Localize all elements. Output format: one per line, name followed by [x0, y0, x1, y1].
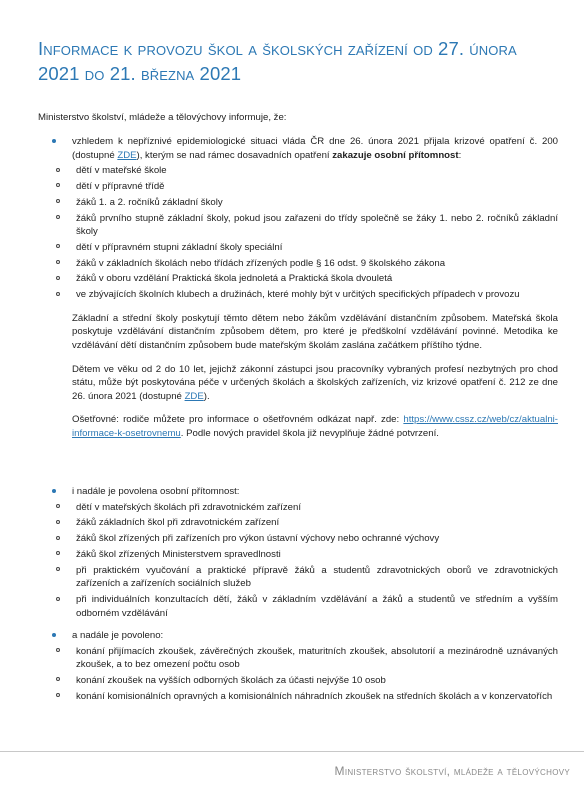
circle-bullet-icon	[56, 292, 60, 296]
osetrovne-paragraph: Ošetřovné: rodiče můžete pro informace o ošetřovném odkázat např. zde: https://www.cssz.cz/web/cz/aktualni-informace-k-osetrovnemu. Podle nových pravidel škola již nevyplňuje žádné potvrzení.	[72, 414, 558, 439]
circle-bullet-icon	[56, 199, 60, 203]
list-item: žáků v oboru vzdělání Praktická škola jednoletá a Praktická škola dvouletá	[38, 272, 558, 286]
bullet-dot-icon	[52, 489, 56, 493]
section-allowed	[38, 629, 558, 706]
bullet-dot-icon	[52, 633, 56, 637]
circle-bullet-icon	[56, 520, 60, 524]
list-item: dětí v mateřské škole	[38, 164, 558, 178]
footer-divider	[0, 751, 584, 752]
list-item: žáků prvního stupně základní školy, pokud jsou zařazeni do třídy společně se žáky 1. nebo 2. ročníků základní školy	[38, 212, 558, 239]
link-zde-200[interactable]: ZDE	[117, 149, 137, 161]
list-item: žáků škol zřízených Ministerstvem spravedlnosti	[38, 548, 558, 562]
circle-bullet-icon	[56, 260, 60, 264]
page-title	[38, 36, 558, 86]
circle-bullet-icon	[56, 597, 60, 601]
circle-bullet-icon	[56, 168, 60, 172]
list-item: ve zbývajících školních klubech a družinách, které mohly být v určitých specifických případech v provozu	[38, 288, 558, 302]
list-item: žáků škol zřízených při zařízeních pro výkon ústavní výchovy nebo ochranné výchovy	[38, 532, 558, 546]
circle-bullet-icon	[56, 567, 60, 571]
list-item: při individuálních konzultacích dětí, žáků v základním vzdělávání a žáků a studentů ve středním a vyšším odborném vzdělávání	[38, 593, 558, 620]
allowed-presence-list	[38, 501, 558, 621]
list-item: žáků základních škol při zdravotnickém zařízení	[38, 516, 558, 530]
intro-text: Ministerstvo školství, mládeže a tělovýchovy informuje, že:	[38, 112, 287, 123]
prohibited-list	[38, 164, 558, 302]
link-cssz[interactable]: https://www.cssz.cz/web/cz/aktualni-informace-k-osetrovnemu	[72, 414, 558, 439]
childcare-paragraph: Dětem ve věku od 2 do 10 let, jejichž zákonní zástupci jsou pracovníky vybraných profesí nezbytných pro chod státu, může být poskytována péče v určených školách a školských zařízeních, viz krizové opatření č. 212 ze dne 26. února 2021 (dostupné ZDE).	[72, 363, 558, 402]
link-zde-212[interactable]: ZDE	[184, 390, 204, 402]
section-allowed-presence	[38, 485, 558, 622]
circle-bullet-icon	[56, 677, 60, 681]
bullet-allowed: a nadále je povoleno:	[38, 629, 558, 643]
list-item: konání komisionálních opravných a komisionálních náhradních zkoušek na středních školách a v konzervatořích	[38, 690, 558, 704]
allowed-list	[38, 645, 558, 704]
circle-bullet-icon	[56, 183, 60, 187]
circle-bullet-icon	[56, 536, 60, 540]
circle-bullet-icon	[56, 244, 60, 248]
circle-bullet-icon	[56, 648, 60, 652]
circle-bullet-icon	[56, 276, 60, 280]
bullet-dot-icon	[52, 139, 56, 143]
list-item: dětí v přípravném stupni základní školy speciální	[38, 241, 558, 255]
list-item: žáků 1. a 2. ročníků základní školy	[38, 196, 558, 210]
footer-ministry-name: Ministerstvo školství, mládeže a tělovýchovy	[334, 764, 570, 778]
circle-bullet-icon	[56, 693, 60, 697]
list-item: konání zkoušek na vyšších odborných školách za účasti nejvýše 10 osob	[38, 674, 558, 688]
list-item: konání přijímacích zkoušek, závěrečných zkoušek, maturitních zkoušek, absolutorií a mezinárodně uznávaných zkoušek, a to bez omezení počtu osob	[38, 645, 558, 672]
list-item: dětí v přípravné třídě	[38, 180, 558, 194]
list-item: dětí v mateřských školách při zdravotnickém zařízení	[38, 501, 558, 515]
distance-learning-paragraph: Základní a střední školy poskytují těmto dětem nebo žákům vzdělávání distančním způsobem. Mateřská škola poskytuje vzdělávání distančním způsobem dětem, pro které je předškolní vzdělávání povinné. Metodika ke vzdělávání dětí distančním způsobem bude mateřským školám zaslána začátkem příštího týdne.	[72, 312, 558, 352]
title-line-1: Informace k provozu škol a školských zařízení od 27. února	[38, 38, 517, 59]
circle-bullet-icon	[56, 215, 60, 219]
list-item: žáků v základních školách nebo třídách zřízených podle § 16 odst. 9 školského zákona	[38, 257, 558, 271]
list-item: při praktickém vyučování a praktické přípravě žáků a studentů zdravotnických oborů ve zdravotnických zařízeních a zařízeních sociálních služeb	[38, 564, 558, 591]
section-prohibited	[38, 135, 558, 441]
bullet-allowed-presence: i nadále je povolena osobní přítomnost:	[38, 485, 558, 499]
bullet-prohibited: vzhledem k nepříznivé epidemiologické situaci vláda ČR dne 26. února 2021 přijala krizové opatření č. 200 (dostupné ZDE), kterým se nad rámec dosavadních opatření zakazuje osobní přítomnost:	[38, 135, 558, 162]
circle-bullet-icon	[56, 504, 60, 508]
title-line-2: 2021 do 21. března 2021	[38, 63, 242, 84]
circle-bullet-icon	[56, 551, 60, 555]
